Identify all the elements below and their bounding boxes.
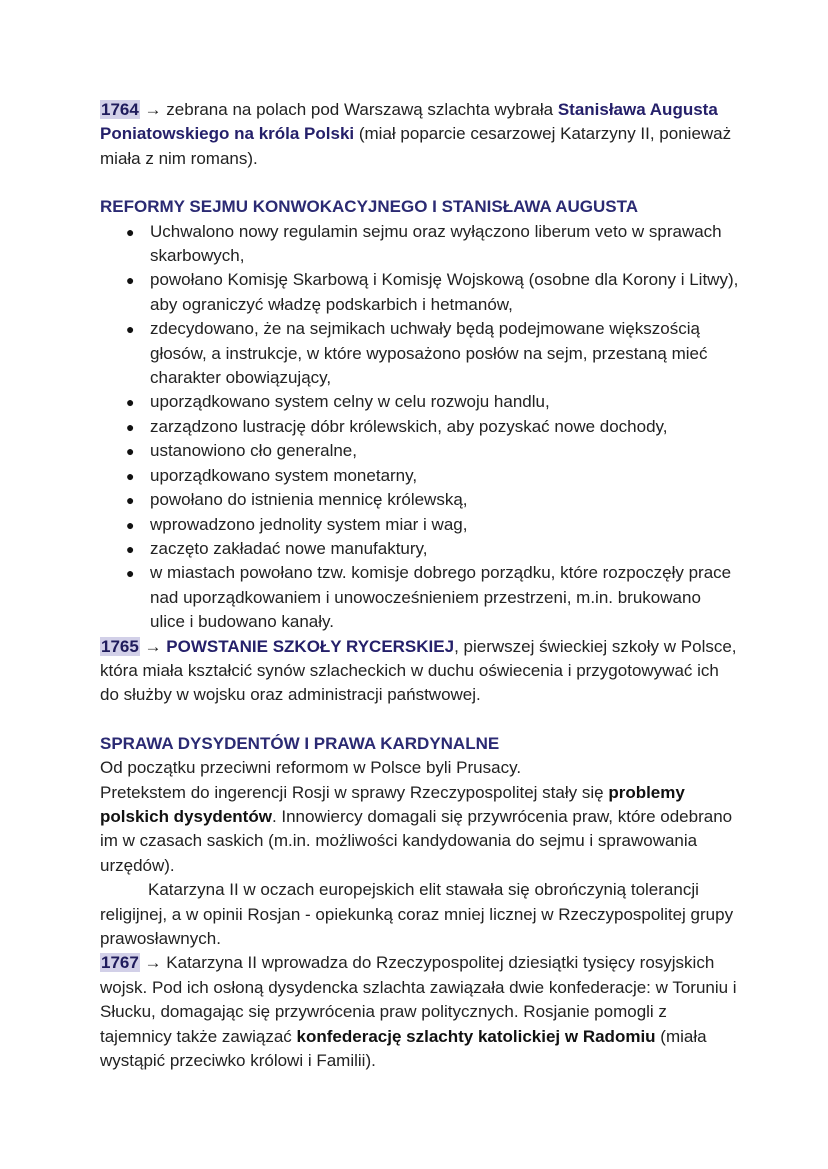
reforms-list xyxy=(100,220,740,635)
spacer xyxy=(100,171,740,195)
list-item: ● w miastach powołano tzw. komisje dobrego porządku, które rozpoczęły prace nad uporządkowaniem i unowocześnieniem przestrzeni, m.in. brukowano ulice i budowano kanały. xyxy=(100,561,740,634)
list-item: ● zaczęto zakładać nowe manufaktury, xyxy=(100,537,740,561)
intro-text-2: (miał poparcie cesarzowej Katarzyny II, ponieważ miała z nim romans). xyxy=(100,124,732,168)
event-1765-paragraph xyxy=(100,635,740,708)
list-item: ● ustanowiono cło generalne, xyxy=(100,439,740,463)
list-item: ● powołano do istnienia mennicę królewską, xyxy=(100,488,740,512)
dissidents-problems-highlight: problemy polskich dysydentów xyxy=(100,782,685,826)
prussians-line: Od początku przeciwni reformom w Polsce byli Prusacy. xyxy=(100,758,522,778)
year-1764: 1764 xyxy=(101,100,139,119)
spacer xyxy=(100,708,740,732)
year-1765: 1765 xyxy=(101,636,139,656)
document-content xyxy=(100,98,740,1073)
arrow: → xyxy=(139,100,167,119)
dissidents-text-1: Pretekstem do ingerencji Rosji w sprawy Rzeczypospolitej stały się xyxy=(100,782,609,802)
intro-text-1: zebrana na polach pod Warszawą szlachta wybrała xyxy=(166,100,558,119)
arrow: → xyxy=(139,636,167,656)
event-1765-text: , pierwszej świeckiej szkoły w Polsce, która miała kształcić synów szlacheckich w duchu oświecenia i przygotowywać ich do służby w wojsku oraz administracji państwowej. xyxy=(100,636,737,705)
event-1767-text-1: Katarzyna II wprowadza do Rzeczypospolitej dziesiątki tysięcy rosyjskich wojsk. Pod ich osłoną dysydencka szlachta zawiązała dwie konfederacje: w Toruniu i Słucku, domagając się przywrócenia praw politycznych. Rosjanie pomogli z tajemnicy także zawiązać xyxy=(100,953,737,1046)
list-item: ● uporządkowano system celny w celu rozwoju handlu, xyxy=(100,390,740,414)
intro-paragraph xyxy=(100,98,740,171)
king-election-highlight: Stanisława Augusta Poniatowskiego na króla Polski xyxy=(100,100,718,144)
knight-school-highlight: POWSTANIE SZKOŁY RYCERSKIEJ xyxy=(166,636,455,656)
event-1767-paragraph xyxy=(100,951,740,1073)
arrow: → xyxy=(139,953,167,973)
reforms-heading: REFORMY SEJMU KONWOKACYJNEGO I STANISŁAWA AUGUSTA xyxy=(100,197,639,217)
event-1767-text-2: (miała wystąpić przeciwko królowi i Familii). xyxy=(100,1026,707,1071)
list-item: ● zarządzono lustrację dóbr królewskich, aby pozyskać nowe dochody, xyxy=(100,415,740,439)
catherine-paragraph: Katarzyna II w oczach europejskich elit stawała się obrończynią tolerancji religijnej, a w opinii Rosjan - opiekunką coraz mniej licznej w Rzeczypospolitej grupy prawosławnych. xyxy=(100,880,734,948)
radom-confederation-highlight: konfederację szlachty katolickiej w Radomiu xyxy=(296,1026,656,1046)
list-item: ● Uchwalono nowy regulamin sejmu oraz wyłączono liberum veto w sprawach skarbowych, xyxy=(100,220,740,269)
dissidents-paragraph xyxy=(100,781,740,879)
list-item: ● wprowadzono jednolity system miar i wag, xyxy=(100,513,740,537)
year-1767: 1767 xyxy=(101,953,139,973)
list-item: ● uporządkowano system monetarny, xyxy=(100,464,740,488)
list-item: ● powołano Komisję Skarbową i Komisję Wojskową (osobne dla Korony i Litwy), aby ograniczyć władzę podskarbich i hetmanów, xyxy=(100,268,740,317)
dissidents-text-2: . Innowiercy domagali się przywrócenia praw, które odebrano im w czasach saskich (m.in. możliwości kandydowania do sejmu i sprawowania urzędów). xyxy=(100,806,733,875)
list-item: ● zdecydowano, że na sejmikach uchwały będą podejmowane większością głosów, a instrukcje, w które wyposażono posłów na sejm, przestaną mieć charakter obowiązujący, xyxy=(100,317,740,390)
dissidents-heading: SPRAWA DYSYDENTÓW I PRAWA KARDYNALNE xyxy=(100,733,500,753)
